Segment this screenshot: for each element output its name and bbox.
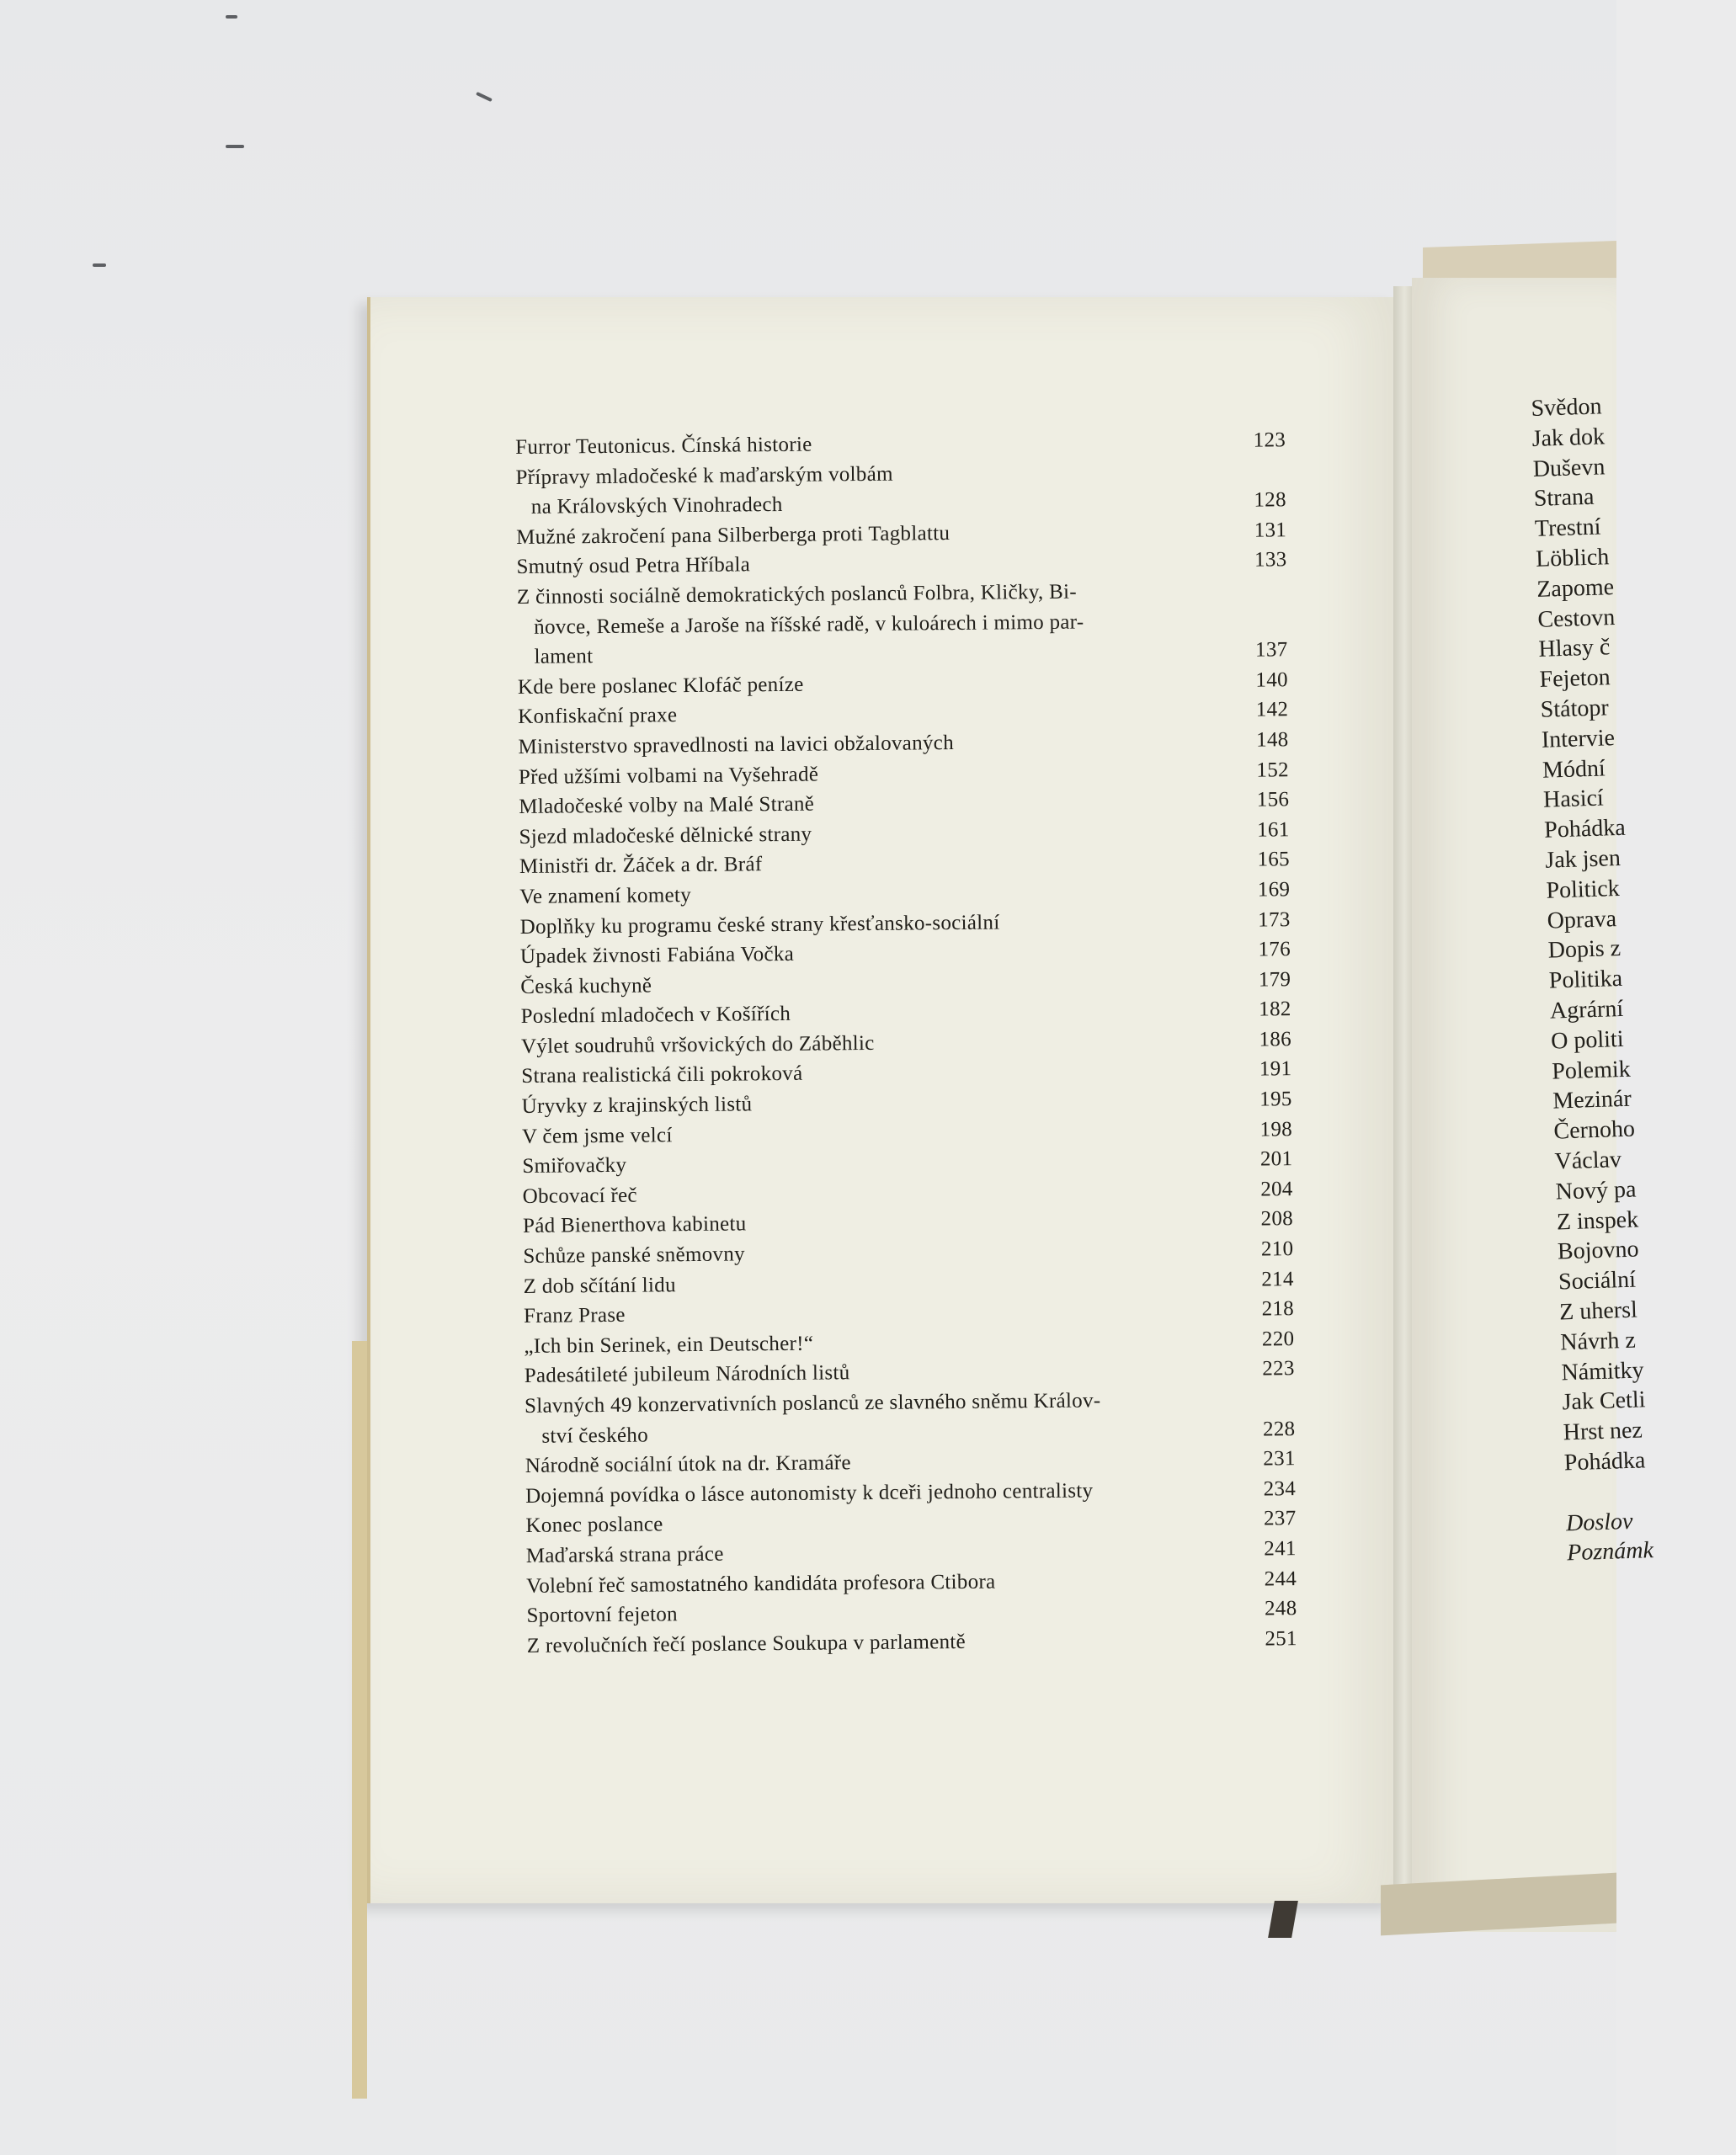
right-page-entry: Cestovn (1536, 604, 1616, 633)
right-page-entry: Sociální (1558, 1266, 1637, 1296)
toc-entry-page: 223 (1262, 1357, 1295, 1381)
toc-entry-page: 133 (1254, 548, 1287, 572)
toc-entry-page: 169 (1257, 878, 1291, 902)
toc-entry-title: Kde bere poslanec Klofáč peníze (517, 673, 804, 699)
toc-entry-title: Česká kuchyně (520, 974, 652, 998)
toc-entry-page: 248 (1264, 1597, 1297, 1620)
toc-entry-page: 179 (1258, 967, 1291, 992)
right-page-entry: Černoho (1553, 1115, 1636, 1145)
toc-entry-page: 131 (1254, 518, 1287, 542)
toc-entry-title: Z revolučních řečí poslance Soukupa v parlamentě (526, 1630, 967, 1657)
toc-entry-page: 128 (1254, 488, 1286, 512)
toc-entry-title: Padesátileté jubileum Národních listů (524, 1361, 850, 1388)
toc-entry-title: Doplňky ku programu české strany křesťansko-sociální (519, 911, 1000, 939)
toc-entry-title: Poslední mladočech v Košířích (520, 1003, 791, 1029)
toc-entry-page: 165 (1257, 848, 1291, 871)
toc-entry-page: 201 (1259, 1147, 1293, 1171)
toc-entry-title: Maďarská strana práce (525, 1542, 724, 1567)
right-page-entry: Zapome (1536, 573, 1615, 603)
right-page-appendix-entry: Doslov (1565, 1508, 1633, 1537)
right-page-entry: Agrární (1549, 995, 1624, 1024)
toc-entry-page: 161 (1257, 817, 1290, 842)
right-page-entry: Hasicí (1542, 785, 1605, 814)
toc-entry-title: Obcovací řeč (522, 1184, 637, 1208)
right-page-entry: Dopis z (1547, 935, 1622, 965)
toc-entry-page: 237 (1263, 1507, 1297, 1530)
dust-speck (93, 263, 106, 267)
toc-entry-title: Mužné zakročení pana Silberberga proti Tagblattu (516, 521, 951, 549)
right-page-entry: Mezinár (1552, 1085, 1632, 1115)
right-page-entry: Z uhersl (1558, 1296, 1638, 1326)
right-page-entry: Duševn (1532, 453, 1606, 482)
right-page-entry: Fejeton (1539, 664, 1611, 693)
toc-entry-title: Mladočeské volby na Malé Straně (519, 792, 815, 819)
right-page-entry: Z inspek (1556, 1205, 1639, 1236)
toc-entry-title: Strana realistická čili pokroková (521, 1062, 803, 1088)
toc-entry-title: Franz Prase (523, 1304, 626, 1328)
right-page-entry: Hlasy č (1538, 634, 1611, 663)
toc-entry-title: Ministerstvo spravedlnosti na lavici obžalovaných (518, 731, 955, 758)
right-page-entry: Politika (1548, 966, 1623, 994)
toc-entry-title: Z činnosti sociálně demokratických poslanců Folbra, Kličky, Bi- (516, 580, 1078, 609)
toc-entry-page: 152 (1256, 758, 1290, 782)
toc-entry-page: 148 (1256, 728, 1289, 752)
toc-entry-title: Sjezd mladočeské dělnické strany (519, 822, 812, 849)
toc-entry-page: 204 (1260, 1178, 1293, 1201)
right-page-entry: Námitky (1561, 1356, 1644, 1386)
right-page-entry: Löblich (1535, 544, 1610, 572)
right-page-entry: Módní (1542, 755, 1606, 784)
toc-entry-page: 195 (1259, 1088, 1292, 1111)
toc-entry-page: 231 (1263, 1447, 1296, 1471)
right-page-appendix-entry: Poznámk (1566, 1537, 1654, 1567)
toc-entry-page: 220 (1261, 1327, 1295, 1351)
toc-entry-title: Smiřovačky (522, 1154, 627, 1179)
toc-entry-title: ství českého (541, 1423, 649, 1448)
toc-entry-title: ňovce, Remeše a Jaroše na říšské radě, v kuloárech i mimo par- (534, 610, 1084, 639)
right-page-entry: Pohádka (1563, 1447, 1646, 1477)
toc-entry-page: 244 (1264, 1567, 1297, 1591)
right-page-entry: Návrh z (1559, 1327, 1637, 1356)
toc-entry-title: Před užšími volbami na Vyšehradě (518, 763, 819, 789)
toc-entry-title: Slavných 49 konzervativních poslanců ze slavného sněmu Králov- (524, 1389, 1101, 1418)
toc-entry-page: 228 (1262, 1417, 1296, 1441)
toc-entry-page: 208 (1260, 1207, 1294, 1231)
right-page-entry: Trestní (1534, 513, 1601, 543)
toc-entry-title: Sportovní fejeton (526, 1603, 679, 1628)
toc-entry-title: Smutný osud Petra Hříbala (516, 553, 751, 579)
toc-entry-page: 191 (1259, 1057, 1292, 1082)
toc-entry-page: 123 (1253, 428, 1286, 452)
right-page-entry: Svědon (1531, 393, 1602, 422)
toc-entry-page: 140 (1255, 668, 1288, 692)
table-of-contents (515, 425, 1297, 1661)
toc-entry-title: Furror Teutonicus. Čínská historie (515, 433, 812, 459)
toc-entry-title: Národně sociální útok na dr. Kramáře (525, 1451, 851, 1478)
right-page-entry: Hrst nez (1563, 1417, 1643, 1446)
right-page-entry: Oprava (1547, 905, 1617, 934)
toc-entry-page: 156 (1256, 788, 1290, 811)
dust-speck (476, 92, 493, 102)
right-page-entry: Strana (1533, 484, 1595, 513)
toc-entry-title: Přípravy mladočeské k maďarským volbám (515, 462, 893, 489)
book-gutter (1393, 286, 1412, 1915)
toc-entry-title: Dojemná povídka o lásce autonomisty k dceři jednoho centralisty (525, 1479, 1094, 1508)
right-page-entry: O politi (1550, 1025, 1624, 1055)
toc-entry-title: Úpadek živnosti Fabiána Vočka (519, 942, 795, 969)
right-page-entry: Jak jsen (1544, 844, 1622, 874)
toc-entry-page: 173 (1258, 907, 1291, 932)
toc-entry-title: Konec poslance (525, 1513, 663, 1538)
toc-entry-page: 251 (1265, 1626, 1297, 1651)
toc-entry-page: 241 (1264, 1537, 1297, 1561)
toc-entry-page: 182 (1259, 998, 1291, 1021)
toc-entry-title: Úryvky z krajinských listů (521, 1093, 753, 1119)
right-page-entry: Jak Cetli (1562, 1386, 1646, 1416)
right-page-entry: Státopr (1540, 694, 1610, 723)
right-page-entry: Jak dok (1531, 423, 1606, 452)
toc-entry-title: na Královských Vinohradech (530, 493, 783, 519)
toc-entry-title: Výlet soudruhů vršovických do Záběhlic (520, 1031, 875, 1058)
toc-entry-title: Volební řeč samostatného kandidáta profesora Ctibora (526, 1570, 996, 1598)
right-page-entry: Nový pa (1555, 1176, 1637, 1205)
dust-speck (226, 145, 244, 148)
toc-entry-page: 142 (1255, 698, 1289, 721)
toc-entry-page: 210 (1260, 1237, 1294, 1261)
toc-entry-title: Ministři dr. Žáček a dr. Bráf (519, 853, 763, 879)
toc-entry-page: 214 (1261, 1267, 1294, 1291)
toc-entry-title: Schůze panské sněmovny (523, 1242, 746, 1268)
right-page-contents (1531, 389, 1736, 1569)
toc-entry-title: lament (534, 645, 594, 668)
toc-entry-title: Pád Bienerthova kabinetu (522, 1212, 747, 1238)
toc-entry-title: „Ich bin Serinek, ein Deutscher!“ (524, 1332, 814, 1358)
right-page-entry: Intervie (1541, 724, 1616, 753)
toc-entry-title: V čem jsme velcí (521, 1123, 673, 1148)
toc-entry-title: Ve znamení komety (519, 883, 692, 908)
right-page-entry: Polemik (1551, 1056, 1632, 1085)
toc-entry-title: Konfiskační praxe (518, 704, 678, 729)
right-page-entry: Bojovno (1557, 1236, 1639, 1265)
toc-entry-page: 176 (1258, 938, 1291, 961)
toc-entry-page: 198 (1259, 1117, 1293, 1141)
right-page-entry: Václav (1554, 1146, 1622, 1175)
right-page-entry: Politick (1546, 875, 1621, 904)
toc-entry-title: Z dob sčítání lidu (523, 1273, 676, 1298)
toc-entry-page: 137 (1254, 638, 1288, 662)
toc-entry-page: 234 (1263, 1477, 1297, 1501)
dust-speck (226, 15, 237, 19)
right-page-entry: Pohádka (1543, 814, 1627, 843)
toc-entry-page: 186 (1259, 1028, 1292, 1051)
toc-entry-page: 218 (1261, 1297, 1295, 1321)
